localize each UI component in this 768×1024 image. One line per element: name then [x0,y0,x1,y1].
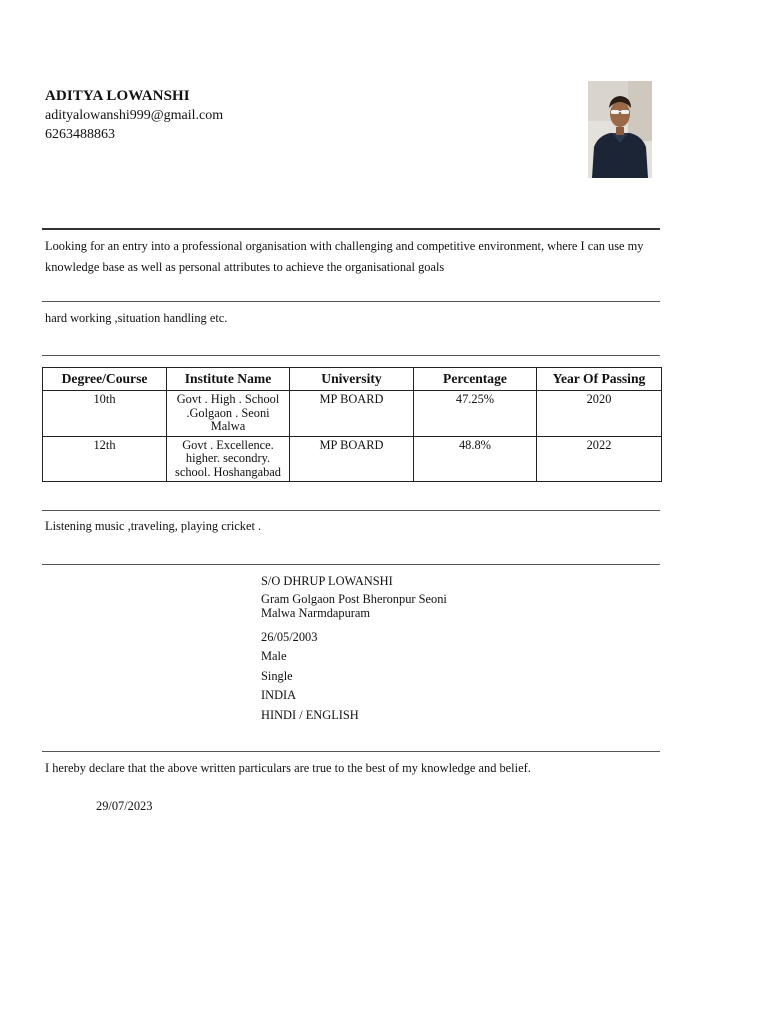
column-header: Institute Name [167,368,290,391]
institute-cell: Govt . Excellence. higher. secondry. school. Hoshangabad [167,436,290,482]
candidate-phone: 6263488863 [45,127,115,142]
career-objective: Looking for an entry into a professional organisation with challenging and competitive environment, where I can use my knowledge base as well as personal attributes to achieve the organisational goals [45,239,644,274]
declaration-date: 29/07/2023 [96,799,153,813]
year-cell: 2020 [537,391,662,437]
marital-status: Single [261,669,293,683]
address-line: Malwa Narmdapuram [261,605,371,620]
hobbies-text: Listening music ,traveling, playing cricket . [45,519,262,533]
percentage-cell: 47.25% [414,391,537,437]
section-divider [42,751,660,752]
column-header: Percentage [414,368,537,391]
candidate-name: ADITYA LOWANSHI [45,88,190,104]
university-cell: MP BOARD [290,436,414,482]
education-table [42,367,662,482]
column-header: Degree/Course [43,368,167,391]
table-row [43,436,662,482]
degree-cell: 12th [43,436,167,482]
declaration-text: I hereby declare that the above written particulars are true to the best of my knowledge and belief. [45,761,531,775]
column-header: Year Of Passing [537,368,662,391]
section-divider [42,301,660,302]
date-of-birth: 26/05/2003 [261,630,318,644]
profile-photo [588,81,652,178]
section-divider [42,564,660,565]
languages-known: HINDI / ENGLISH [261,708,359,722]
strengths-text: hard working ,situation handling etc. [45,311,228,325]
university-cell: MP BOARD [290,391,414,437]
gender: Male [261,649,287,663]
address-line: Gram Golgaon Post Bheronpur Seoni [261,592,447,606]
degree-cell: 10th [43,391,167,437]
table-row [43,391,662,437]
father-name: S/O DHRUP LOWANSHI [261,574,393,588]
section-divider [42,510,660,511]
address [261,593,447,620]
column-header: University [290,368,414,391]
section-divider [42,355,660,356]
nationality: INDIA [261,688,297,702]
year-cell: 2022 [537,436,662,482]
section-divider [42,228,660,230]
institute-cell: Govt . High . School .Golgaon . Seoni Malwa [167,391,290,437]
table-header-row [43,368,662,391]
percentage-cell: 48.8% [414,436,537,482]
candidate-email: adityalowanshi999@gmail.com [45,108,224,123]
